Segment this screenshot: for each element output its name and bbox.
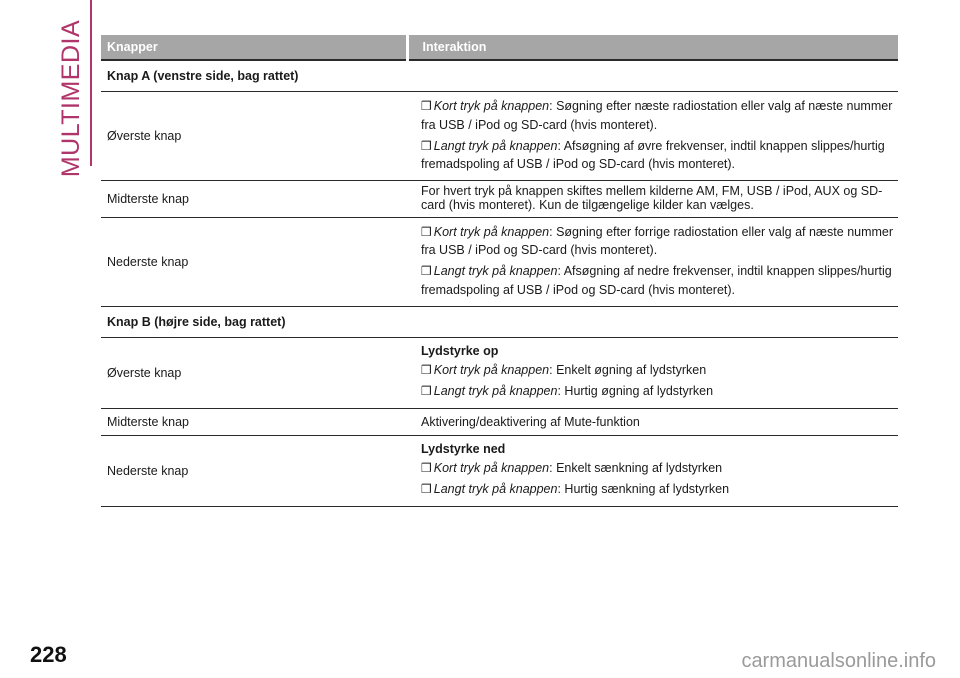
checkbox-bullet-icon: ❒ xyxy=(421,264,432,279)
row-label: Øverste knap xyxy=(101,92,407,181)
row-heading: Lydstyrke ned xyxy=(421,441,506,456)
table-row xyxy=(101,435,898,506)
bullet-lead: Kort tryk på knappen xyxy=(433,362,550,377)
row-content xyxy=(407,337,898,408)
checkbox-bullet-icon: ❒ xyxy=(421,482,432,497)
row-content xyxy=(407,435,898,506)
header-interaktion: Interaktion xyxy=(407,35,898,60)
checkbox-bullet-icon: ❒ xyxy=(421,224,432,239)
bullet-item xyxy=(421,459,898,477)
row-label: Nederste knap xyxy=(101,435,407,506)
bullet-lead: Kort tryk på knappen xyxy=(433,99,550,114)
bullet-text: : Hurtig sænkning af lydstyrken xyxy=(557,482,730,497)
row-content: For hvert tryk på knappen skiftes mellem kilderne AM, FM, USB / iPod, AUX og SD-card (hvis monteret). Kun de tilgængelige kilder kan vælges. xyxy=(407,181,898,218)
row-label: Midterste knap xyxy=(101,181,407,218)
checkbox-bullet-icon: ❒ xyxy=(421,384,432,399)
row-label: Nederste knap xyxy=(101,217,407,306)
table-row xyxy=(101,181,898,218)
bullet-text: : Afsøgning af øvre frekvenser, indtil knappen slippes/hurtig fremadspoling af USB / iPod og SD-card (hvis monteret). xyxy=(421,138,885,172)
checkbox-bullet-icon: ❒ xyxy=(421,460,432,475)
section-row-b xyxy=(101,306,898,337)
bullet-lead: Langt tryk på knappen xyxy=(433,138,558,153)
bullet-lead: Langt tryk på knappen xyxy=(433,482,558,497)
bullet-text: : Søgning efter forrige radiostation eller valg af næste nummer fra USB / iPod og SD-card (hvis monteret). xyxy=(421,224,894,258)
bullet-lead: Kort tryk på knappen xyxy=(433,460,550,475)
bullet-item xyxy=(421,480,898,498)
row-content xyxy=(407,92,898,181)
table-row xyxy=(101,408,898,435)
bullet-text: : Enkelt øgning af lydstyrken xyxy=(549,362,707,377)
section-row-a xyxy=(101,60,898,92)
row-heading: Lydstyrke op xyxy=(421,343,499,358)
bullet-text: : Søgning efter næste radiostation eller valg af næste nummer fra USB / iPod og SD-card (hvis monteret). xyxy=(421,99,893,132)
checkbox-bullet-icon: ❒ xyxy=(421,362,432,377)
row-content: Aktivering/deaktivering af Mute-funktion xyxy=(407,408,898,435)
table-row xyxy=(101,217,898,306)
header-knapper: Knapper xyxy=(101,35,407,60)
side-section-rule xyxy=(90,0,92,166)
bullet-item xyxy=(421,137,898,174)
bullet-lead: Langt tryk på knappen xyxy=(433,384,558,399)
page-number: 228 xyxy=(30,642,67,667)
bullet-item xyxy=(421,361,898,379)
side-section-tab xyxy=(52,19,92,177)
checkbox-bullet-icon: ❒ xyxy=(421,138,432,153)
bullet-text: : Afsøgning af nedre frekvenser, indtil knappen slippes/hurtig fremadspoling af USB / iPod og SD-card (hvis monteret). xyxy=(421,264,892,297)
row-label: Øverste knap xyxy=(101,337,407,408)
watermark: carmanualsonline.info xyxy=(741,650,936,672)
bullet-item xyxy=(421,382,898,400)
side-section-label: MULTIMEDIA xyxy=(57,19,86,177)
controls-table xyxy=(101,35,898,507)
row-content xyxy=(407,217,898,306)
checkbox-bullet-icon: ❒ xyxy=(421,99,432,114)
table-row xyxy=(101,337,898,408)
section-title-a: Knap A (venstre side, bag rattet) xyxy=(101,60,898,92)
bullet-text: : Hurtig øgning af lydstyrken xyxy=(557,384,714,399)
bullet-item xyxy=(421,262,898,299)
table-row xyxy=(101,92,898,181)
bullet-item xyxy=(421,223,898,260)
section-title-b: Knap B (højre side, bag rattet) xyxy=(101,306,898,337)
bullet-lead: Kort tryk på knappen xyxy=(433,224,550,239)
row-label: Midterste knap xyxy=(101,408,407,435)
bullet-lead: Langt tryk på knappen xyxy=(433,264,558,279)
bullet-item xyxy=(421,97,898,134)
bullet-text: : Enkelt sænkning af lydstyrken xyxy=(549,460,723,475)
table-header-row xyxy=(101,35,898,60)
